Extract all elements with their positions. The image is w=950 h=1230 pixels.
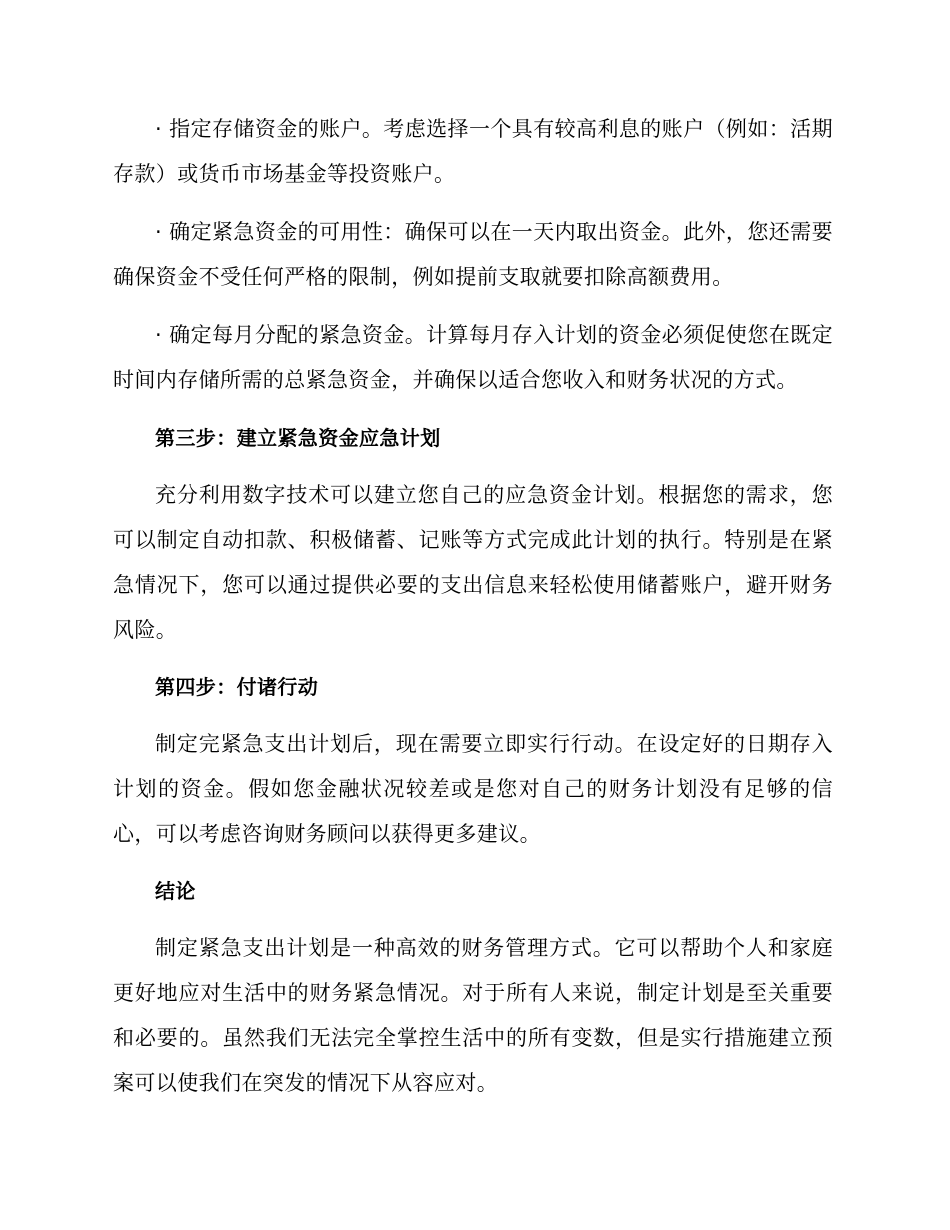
bullet-monthly-allocation: · 确定每月分配的紧急资金。计算每月存入计划的资金必须促使您在既定时间内存储所需的总紧急资金，并确保以适合您收入和财务状况的方式。 [113,323,833,392]
bullet-fund-availability: · 确定紧急资金的可用性：确保可以在一天内取出资金。此外，您还需要确保资金不受任何严格的限制，例如提前支取就要扣除高额费用。 [113,220,833,289]
bullet-savings-account: · 指定存储资金的账户。考虑选择一个具有较高利息的账户（例如：活期存款）或货币市场基金等投资账户。 [113,117,833,186]
step3-paragraph: 充分利用数字技术可以建立您自己的应急资金计划。根据您的需求，您可以制定自动扣款、积极储蓄、记账等方式完成此计划的执行。特别是在紧急情况下，您可以通过提供必要的支出信息来轻松使用储蓄账户，避开财务风险。 [113,483,833,642]
conclusion-heading: 结论 [155,879,196,903]
step4-heading: 第四步：付诸行动 [155,675,319,699]
conclusion-paragraph: 制定紧急支出计划是一种高效的财务管理方式。它可以帮助个人和家庭更好地应对生活中的财务紧急情况。对于所有人来说，制定计划是至关重要和必要的。虽然我们无法完全掌控生活中的所有变数，但是实行措施建立预案可以使我们在突发的情况下从容应对。 [113,936,833,1095]
step3-heading: 第三步：建立紧急资金应急计划 [155,426,441,450]
document-page [113,107,833,1118]
step4-paragraph: 制定完紧急支出计划后，现在需要立即实行行动。在设定好的日期存入计划的资金。假如您金融状况较差或是您对自己的财务计划没有足够的信心，可以考虑咨询财务顾问以获得更多建议。 [113,732,833,846]
